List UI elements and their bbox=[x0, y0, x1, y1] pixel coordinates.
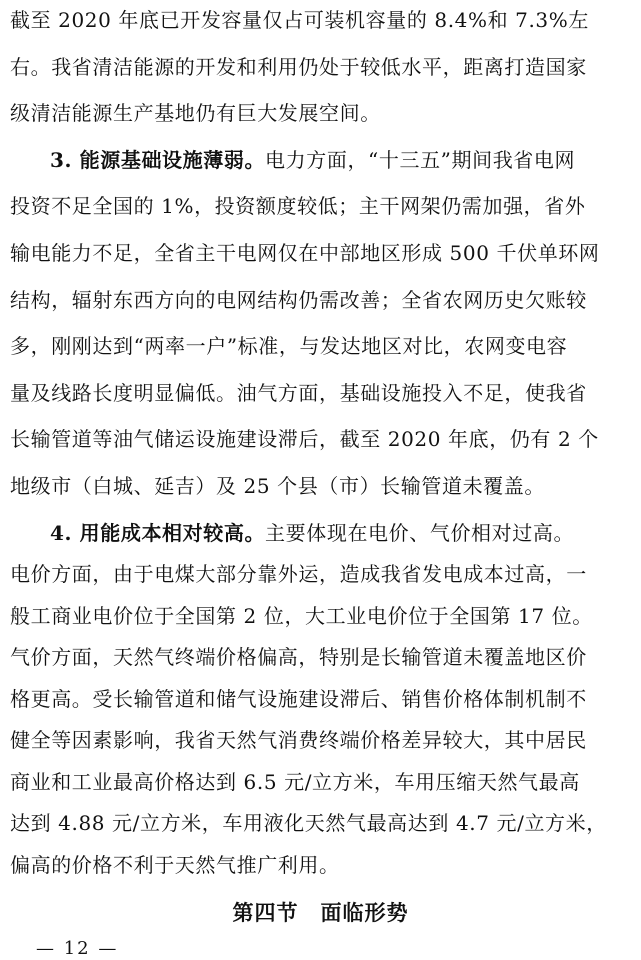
p3-line-8: 达到 4.88 元/立方米，车用液化天然气最高达到 4.7 元/立方米， bbox=[10, 811, 607, 835]
p2-line-2: 投资不足全国的 1%，投资额度较低；主干网架仍需加强，省外 bbox=[10, 194, 586, 218]
p2-line-6: 量及线路长度明显偏低。油气方面，基础设施投入不足，使我省 bbox=[10, 381, 587, 405]
p1-line-2: 右。我省清洁能源的开发和利用仍处于较低水平，距离打造国家 bbox=[10, 55, 587, 79]
section-title: 第四节 面临形势 bbox=[232, 901, 409, 925]
p3-line-9: 偏高的价格不利于天然气推广利用。 bbox=[10, 853, 340, 877]
p3-lead-heading: 4. 用能成本相对较高。 bbox=[50, 521, 266, 545]
p1-line-3: 级清洁能源生产基地仍有巨大发展空间。 bbox=[10, 101, 381, 125]
p2-line-3: 输电能力不足，全省主干电网仅在中部地区形成 500 千伏单环网 bbox=[10, 241, 600, 265]
page-number: — 12 — bbox=[36, 938, 119, 959]
p2-line-1 bbox=[50, 148, 630, 172]
p2-line-8: 地级市（白城、延吉）及 25 个县（市）长输管道未覆盖。 bbox=[10, 474, 545, 498]
p3-line-5: 格更高。受长输管道和储气设施建设滞后、销售价格体制机制不 bbox=[10, 687, 587, 711]
p2-lead-rest: 电力方面，“十三五”期间我省电网 bbox=[265, 148, 576, 172]
p2-line-4: 结构，辐射东西方向的电网结构仍需改善；全省农网历史欠账较 bbox=[10, 288, 587, 312]
p2-line-5: 多，刚刚达到“两率一户”标准，与发达地区对比，农网变电容 bbox=[10, 334, 568, 358]
p1-line-1: 截至 2020 年底已开发容量仅占可装机容量的 8.4%和 7.3%左 bbox=[10, 8, 589, 32]
p2-lead-heading: 3. 能源基础设施薄弱。 bbox=[50, 148, 266, 172]
p3-line-7: 商业和工业最高价格达到 6.5 元/立方米，车用压缩天然气最高 bbox=[10, 770, 580, 794]
p2-line-7: 长输管道等油气储运设施建设滞后，截至 2020 年底，仍有 2 个 bbox=[10, 427, 599, 451]
p3-line-4: 气价方面，天然气终端价格偏高，特别是长输管道未覆盖地区价 bbox=[10, 645, 587, 669]
p3-line-6: 健全等因素影响，我省天然气消费终端价格差异较大，其中居民 bbox=[10, 728, 587, 752]
p3-line-2: 电价方面，由于电煤大部分靠外运，造成我省发电成本过高，一 bbox=[10, 562, 587, 586]
p3-lead-rest: 主要体现在电价、气价相对过高。 bbox=[265, 521, 575, 545]
p3-line-3: 般工商业电价位于全国第 2 位，大工业电价位于全国第 17 位。 bbox=[10, 604, 593, 628]
p3-line-1 bbox=[50, 521, 630, 545]
